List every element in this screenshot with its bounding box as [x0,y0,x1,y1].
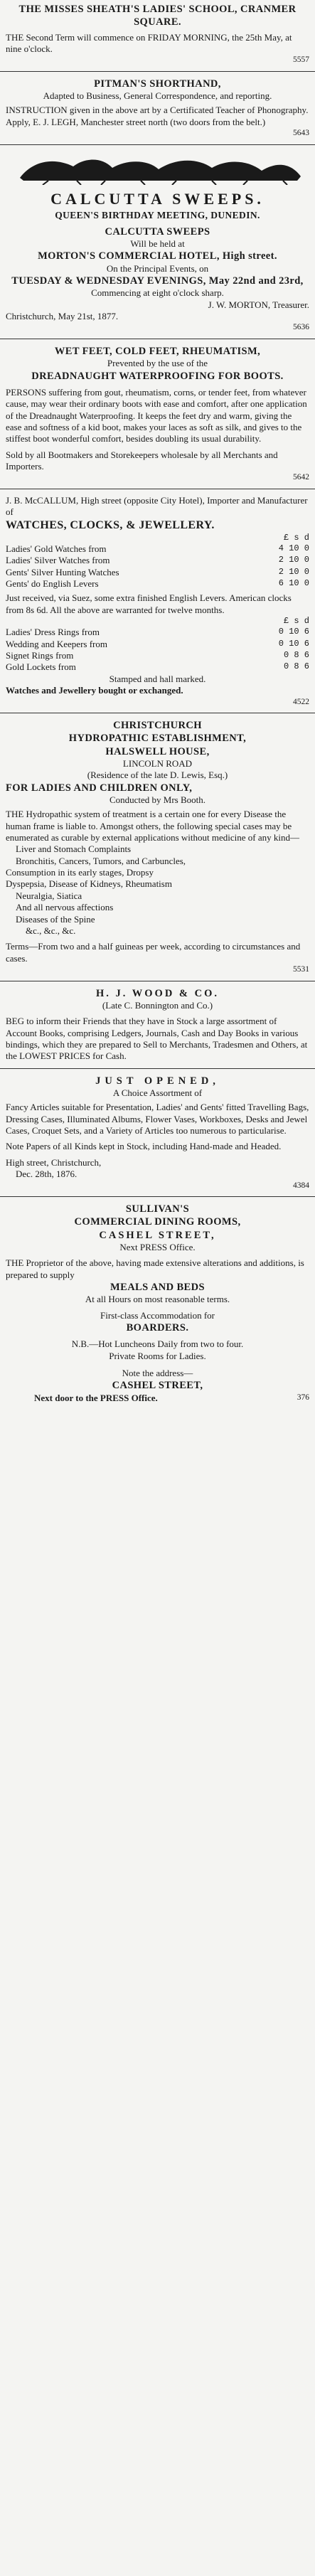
ad-private: Private Rooms for Ladies. [109,1350,206,1361]
ad-for: FOR LADIES AND CHILDREN ONLY, [6,782,193,794]
ad-number: 5531 [293,965,309,974]
ad-terms: Terms—From two and a half guineas per week, according to circumstances and cases. [6,941,301,964]
ad-place: Christchurch, May 21st, 1877. [6,311,119,322]
ad-title: THE MISSES SHEATH'S LADIES' SCHOOL, CRANMER SQUARE. [18,4,297,28]
price-row: Gents' Silver Hunting Watches 2 10 0 [6,566,309,578]
ad-address-line [6,1393,309,1404]
ad-line: MORTON'S COMMERCIAL HOTEL, High street. [38,250,277,262]
ad-number: 4522 [293,697,309,706]
ad-subtitle: A Choice Assortment of [112,1087,203,1098]
ad-body: THE Proprietor of the above, having made extensive alterations and additions, is prepared to supply [6,1257,304,1280]
ad-title: WET FEET, COLD FEET, RHEUMATISM, [54,345,261,357]
ad-conducted: Conducted by Mrs Booth. [109,794,206,805]
divider [0,71,315,72]
ad-subtitle: (Late C. Bonnington and Co.) [102,999,213,1011]
price-row: Ladies' Gold Watches from 4 10 0 [6,543,309,554]
ad-pitman-shorthand [0,76,315,142]
ad-body: INSTRUCTION given in the above art by a Certificated Teacher of Phonography. Apply, E. J. LEGH, Manchester street north (two doors from the belt.) [6,105,309,127]
ad-body: BEG to inform their Friends that they have in Stock a large assortment of Account Books, comprising Ledgers, Journals, Cash and Day Books in various bindings, which they are prepared to Sell to Merchants, Tradesmen and Others, at the LOWEST PRICES for Cash. [6,1016,308,1062]
ad-nb: N.B.—Hot Luncheons Daily from two to four. [71,1338,244,1350]
ad-just-opened [0,1073,315,1193]
ad-line: On the Principal Events, on [106,262,209,274]
ad-subtitle: DREADNAUGHT WATERPROOFING FOR BOOTS. [31,370,284,382]
ad-place: High street, Christchurch, [6,1156,102,1168]
price-row: Gold Lockets from 0 8 6 [6,661,309,673]
ad-body: THE Second Term will commence on FRIDAY MORNING, the 25th May, at nine o'clock. [6,31,292,54]
ad-address: CASHEL STREET, [112,1380,203,1392]
ad-note: Note the address— [122,1368,193,1379]
list-item: And all nervous affections [16,902,114,913]
ad-title: PITMAN'S SHORTHAND, [94,78,221,90]
ad-title: COMMERCIAL DINING ROOMS, [74,1216,241,1228]
price-row: Ladies' Dress Rings from 0 10 6 [6,627,309,638]
ad-sullivans [0,1201,315,1407]
price-row: Ladies' Silver Watches from 2 10 0 [6,555,309,566]
ad-mccallum [0,494,315,710]
ad-subtitle: Adapted to Business, General Correspondence, and reporting. [43,90,272,102]
ad-firstclass: First-class Accommodation for [100,1309,215,1321]
ad-next: Next PRESS Office. [119,1241,196,1252]
ad-number: 5636 [293,323,309,332]
ad-sold: Sold by all Bootmakers and Storekeepers wholesale by all Merchants and Importers. [6,449,278,472]
ad-line: CALCUTTA SWEEPS [105,225,210,238]
ad-subtitle: Prevented by the use of the [107,358,208,369]
horses-racing-illustration [6,152,309,185]
ad-line: TUESDAY & WEDNESDAY EVENINGS, May 22nd and 23rd, [11,275,304,287]
ad-note: Note Papers of all Kinds kept in Stock, including Hand-made and Headed. [6,1141,282,1152]
list-item: Dyspepsia, Disease of Kidneys, Rheumatism [6,878,172,890]
ad-title: CHRISTCHURCH [113,720,202,732]
ad-dreadnaught [0,344,315,486]
ad-wood [0,986,315,1065]
ad-meeting: QUEEN'S BIRTHDAY MEETING, DUNEDIN. [55,209,260,220]
divider [0,1196,315,1197]
ad-body: Fancy Articles suitable for Presentation, Ladies' and Gents' fitted Travelling Bags, Dressing Cases, Illuminated Albums, Flower Vases, Workboxes, Desks and Jewel Cases, Croquet Sets, and a Variety of Articles too numerous to particularise. [6,1102,309,1137]
divider [0,144,315,145]
ad-title: CASHEL STREET, [99,1229,216,1241]
ad-address: Next door to the PRESS Office. [34,1392,158,1403]
ad-signature: J. W. MORTON, Treasurer. [208,299,309,310]
ad-intro: J. B. McCALLUM, High street (opposite City Hotel), Importer and Manufacturer of [6,494,308,518]
ad-title: SULLIVAN'S [125,1203,190,1215]
list-item: Consumption in its early stages, Dropsy [6,867,154,878]
ad-title: JUST OPENED, [95,1075,220,1087]
list-item: Diseases of the Spine [16,913,95,925]
ad-number: 4384 [293,1181,309,1190]
price-row: Gents' do English Levers 6 10 0 [6,578,309,590]
ad-line: Will be held at [130,238,185,249]
ad-body: Just received, via Suez, some extra finished English Levers. American clocks from 8s 6d. All the above are warranted for twelve months. [6,592,292,615]
ad-number: 376 [297,1393,309,1402]
price-header: £ s d [283,532,309,543]
ad-residence: (Residence of the late D. Lewis, Esq.) [87,770,228,781]
ad-stamp: Stamped and hall marked. [109,673,206,684]
ad-title: WATCHES, CLOCKS, & JEWELLERY. [6,518,215,531]
ad-body: PERSONS suffering from gout, rheumatism, corns, or tender feet, from whatever cause, may wear their ordinary boots with ease and comfort, after one application of the Dreadnaught Waterproofing. It keeps the feet dry and warm, giving the ease and softness of a kid boot, makes your laces as soft as silk, and gives to the stiffest boot wonderful comfort, besides doubling its usual durability. [6,386,307,445]
list-item: &c., &c., &c. [26,925,76,936]
price-header: £ s d [283,616,309,627]
list-item: Neuralgia, Siatica [16,890,82,901]
ad-title: CALCUTTA SWEEPS. [50,190,265,208]
ad-title: H. J. WOOD & CO. [96,987,219,999]
ad-hours: At all Hours on most reasonable terms. [85,1294,230,1305]
ad-title: HYDROPATHIC ESTABLISHMENT, [68,733,247,745]
ad-body: THE Hydropathic system of treatment is a certain one for every Disease the human frame is liable to. Amongst others, the following special cases may be enumerated as curable by external applications without medicine of any kind— [6,809,299,843]
ad-number: 5642 [293,473,309,482]
list-item: Bronchitis, Cancers, Tumors, and Carbuncles, [16,855,186,866]
ad-hydropathic [0,718,315,978]
ad-sheath-school [0,0,315,68]
ad-calcutta-sweeps [0,149,315,336]
ad-boarders: BOARDERS. [126,1322,189,1334]
ad-road: LINCOLN ROAD [122,757,193,769]
divider [0,1068,315,1069]
price-row: Wedding and Keepers from 0 10 6 [6,638,309,649]
ad-date: Dec. 28th, 1876. [16,1169,78,1180]
ad-repair: Watches and Jewellery bought or exchanged. [6,685,183,696]
price-row: Signet Rings from 0 8 6 [6,650,309,661]
list-item: Liver and Stomach Complaints [16,843,132,855]
ad-line: Commencing at eight o'clock sharp. [91,287,224,299]
ad-number: 5643 [293,129,309,138]
ad-meals: MEALS AND BEDS [110,1282,205,1293]
ad-title: HALSWELL HOUSE, [105,745,210,757]
ad-number: 5557 [293,55,309,65]
